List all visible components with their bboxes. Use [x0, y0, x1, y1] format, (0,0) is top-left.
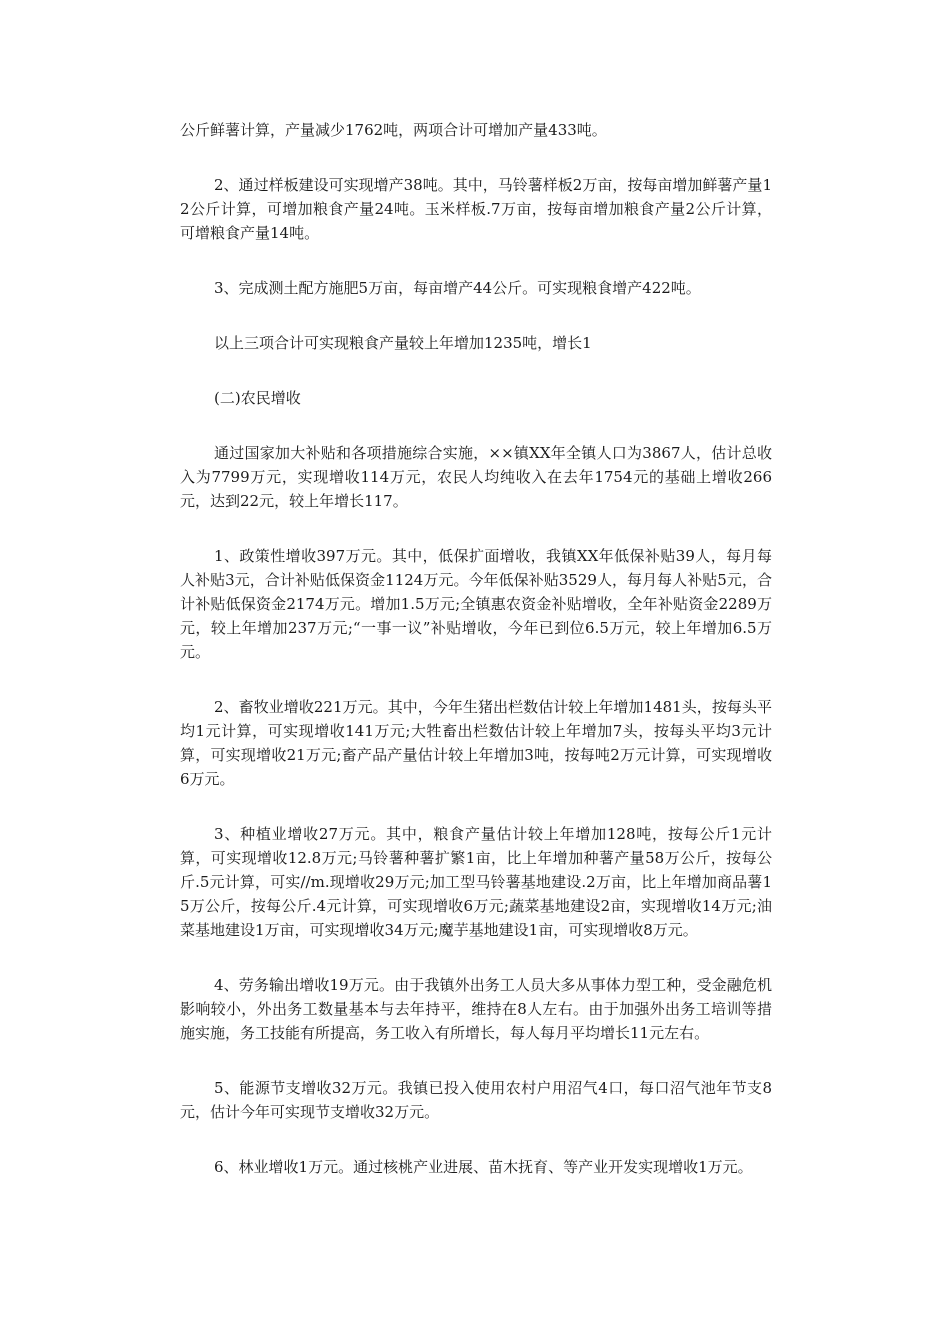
paragraph-6: 通过国家加大补贴和各项措施综合实施，××镇XX年全镇人口为3867人，估计总收入为7799万元，实现增收114万元，农民人均纯收入在去年1754元的基础上增收266元，达到22元，较上年增长117。: [180, 444, 772, 510]
paragraph-2: 2、通过样板建设可实现增产38吨。其中，马铃薯样板2万亩，按每亩增加鲜薯产量12公斤计算，可增加粮食产量24吨。玉米样板.7万亩，按每亩增加粮食产量2公斤计算，可增粮食产量14吨。: [180, 176, 772, 242]
paragraph-10: 4、劳务输出增收19万元。由于我镇外出务工人员大多从事体力型工种，受金融危机影响较小，外出务工数量基本与去年持平，维持在8人左右。由于加强外出务工培训等措施实施，务工技能有所提高，务工收入有所增长，每人每月平均增长11元左右。: [180, 976, 772, 1042]
section-heading: (二)农民增收: [214, 389, 301, 407]
paragraph-1: 公斤鲜薯计算，产量减少1762吨，两项合计可增加产量433吨。: [180, 121, 607, 139]
paragraph-8: 2、畜牧业增收221万元。其中，今年生猪出栏数估计较上年增加1481头，按每头平均1元计算，可实现增收141万元;大牲畜出栏数估计较上年增加7头，按每头平均3元计算，可实现增收21万元;畜产品产量估计较上年增加3吨，按每吨2万元计算，可实现增收6万元。: [180, 698, 772, 788]
paragraph-3: 3、完成测土配方施肥5万亩，每亩增产44公斤。可实现粮食增产422吨。: [214, 279, 701, 297]
paragraph-12: 6、林业增收1万元。通过核桃产业进展、苗木抚育、等产业开发实现增收1万元。: [214, 1158, 753, 1176]
paragraph-4: 以上三项合计可实现粮食产量较上年增加1235吨，增长1: [214, 334, 592, 352]
document-page: [180, 118, 772, 1210]
paragraph-9: 3、种植业增收27万元。其中，粮食产量估计较上年增加128吨，按每公斤1元计算，可实现增收12.8万元;马铃薯种薯扩繁1亩，比上年增加种薯产量58万公斤，按每公斤.5元计算，可实//m.现增收29万元;加工型马铃薯基地建设.2万亩，比上年增加商品薯15万公斤，按每公斤.4元计算，可实现增收6万元;蔬菜基地建设2亩，实现增收14万元;油菜基地建设1万亩，可实现增收34万元;魔芋基地建设1亩，可实现增收8万元。: [180, 825, 772, 939]
paragraph-11: 5、能源节支增收32万元。我镇已投入使用农村户用沼气4口，每口沼气池年节支8元，估计今年可实现节支增收32万元。: [180, 1079, 772, 1121]
paragraph-7: 1、政策性增收397万元。其中，低保扩面增收，我镇XX年低保补贴39人，每月每人补贴3元，合计补贴低保资金1124万元。今年低保补贴3529人，每月每人补贴5元，合计补贴低保资金2174万元。增加1.5万元;全镇惠农资金补贴增收，全年补贴资金2289万元，较上年增加237万元;“一事一议”补贴增收，今年已到位6.5万元，较上年增加6.5万元。: [180, 547, 772, 661]
